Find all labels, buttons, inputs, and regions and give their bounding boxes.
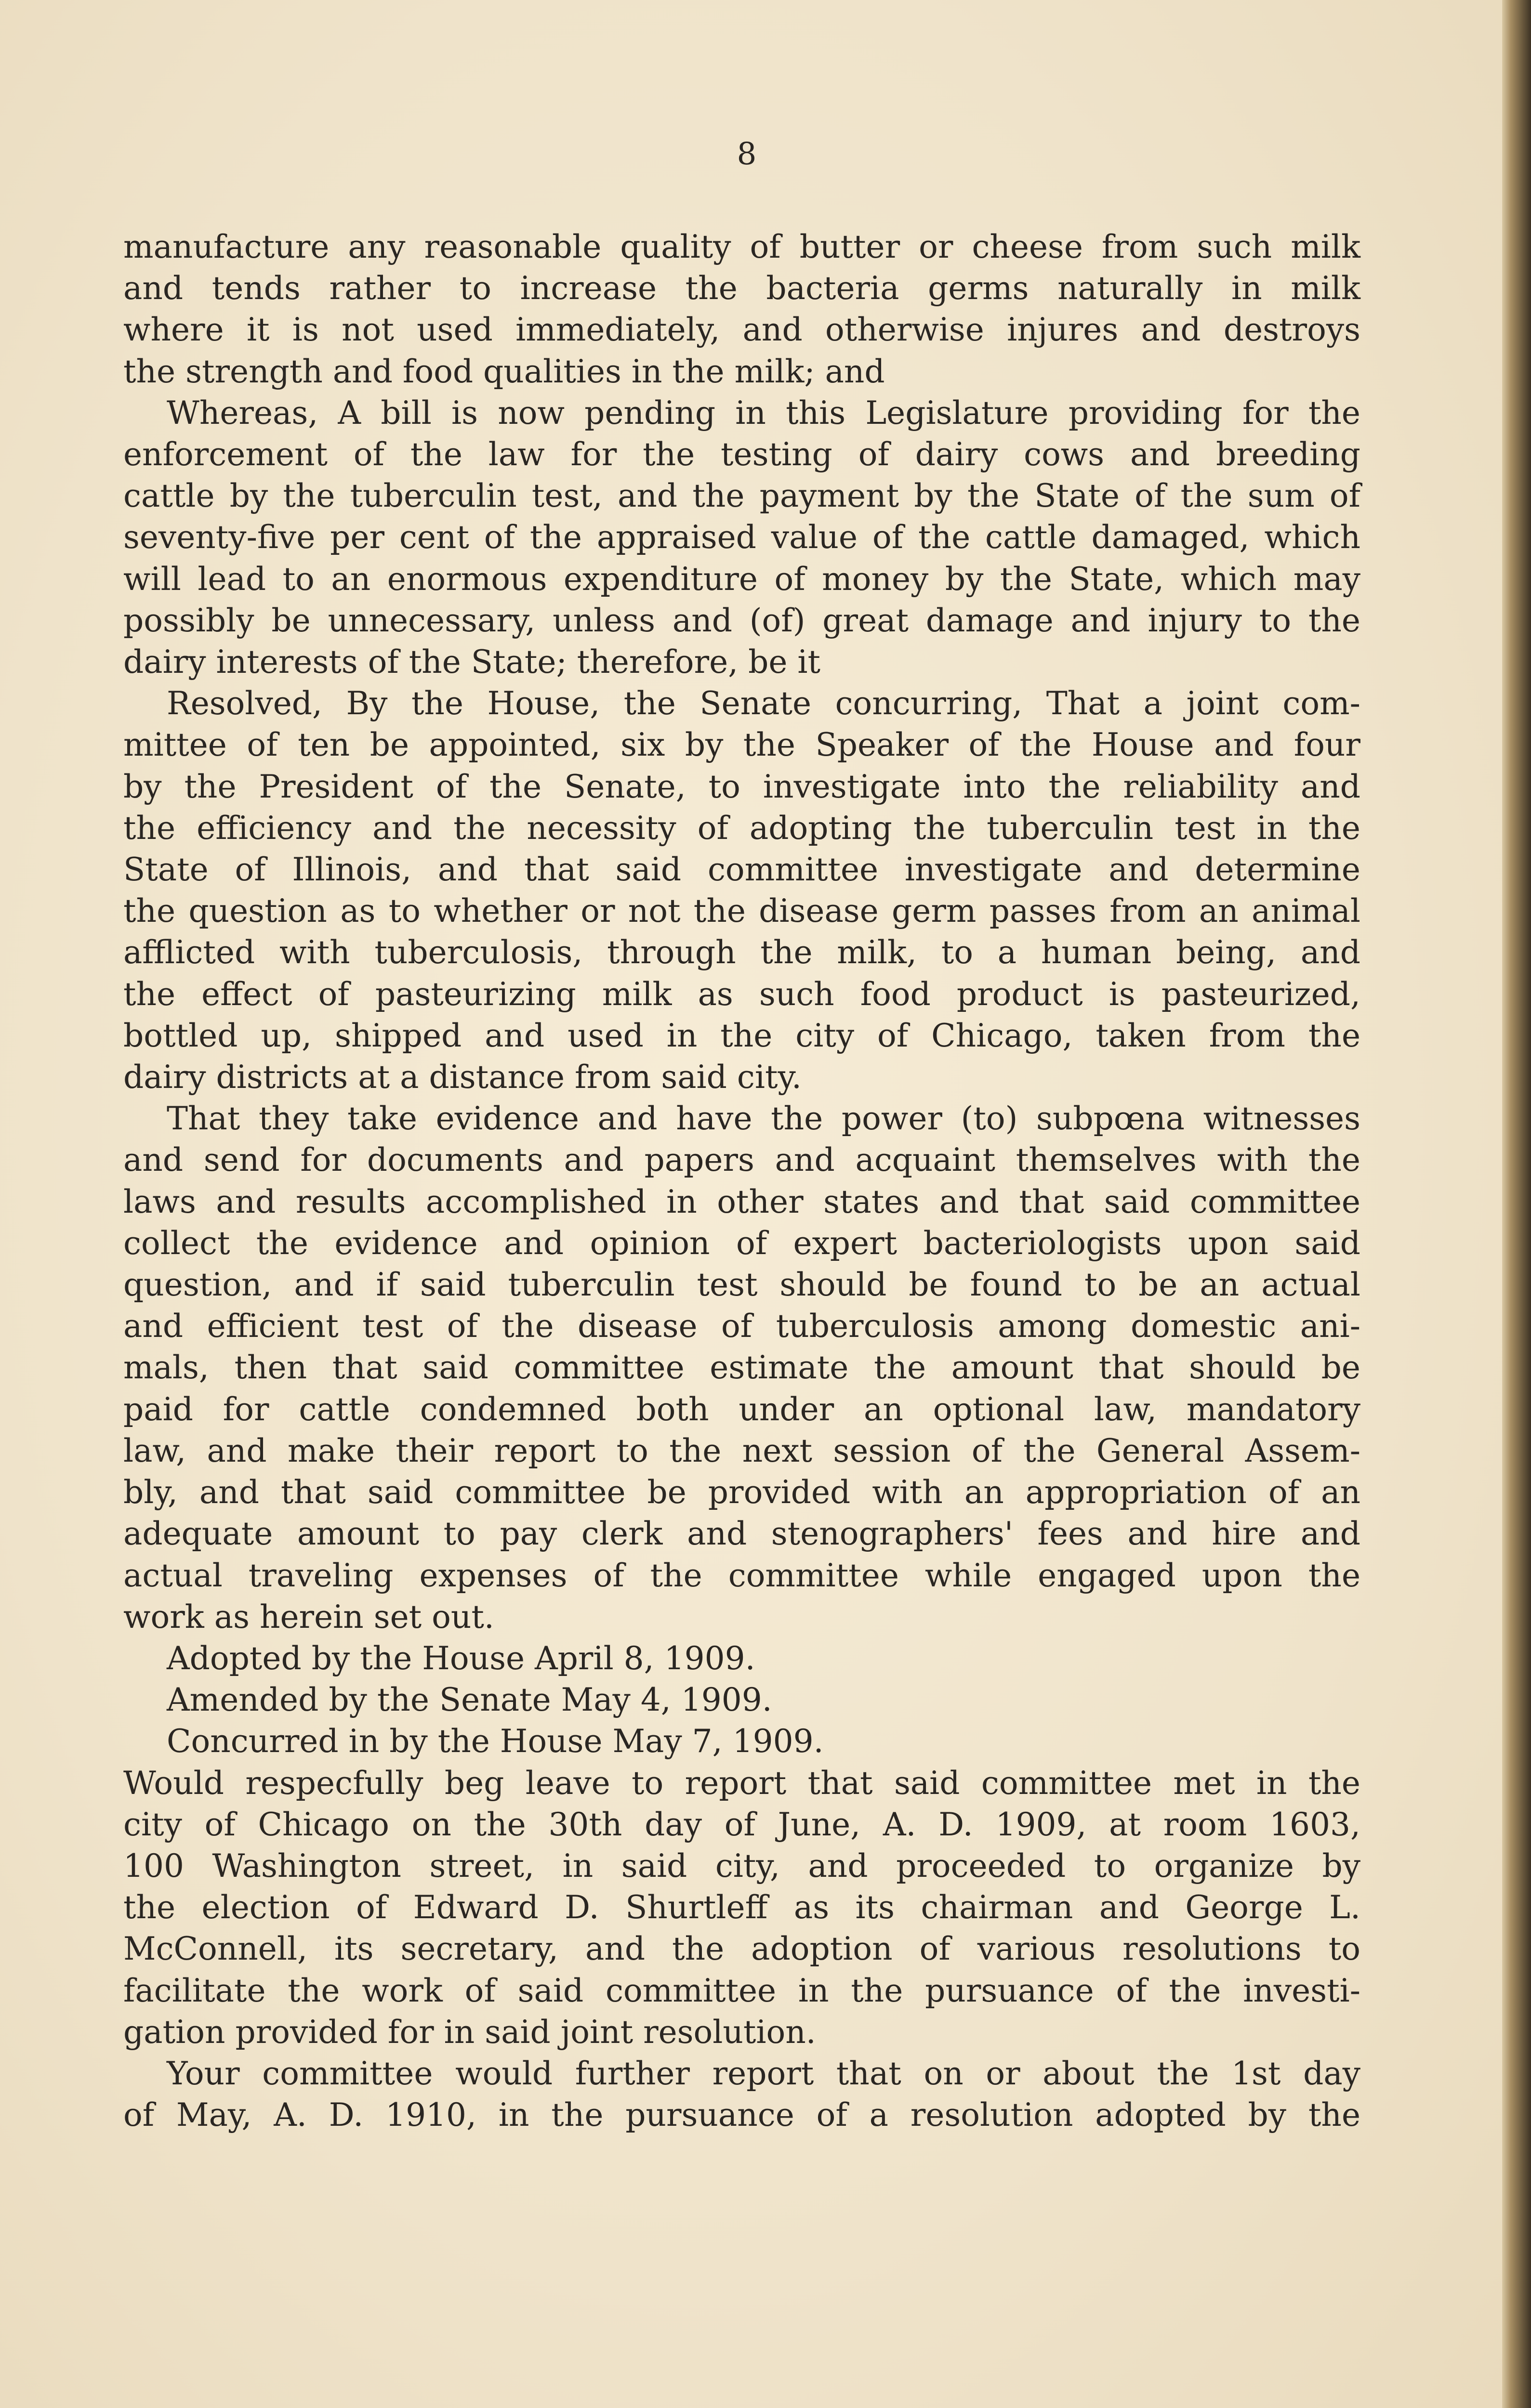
text-line: dairy interests of the State; therefore, be it [123,643,821,681]
text-line: the strength and food qualities in the milk; and [123,353,885,390]
text-line: city of Chicago on the 30th day of June, A. D. 1909, at room 1603, [123,1806,1360,1843]
text-line: afflicted with tuberculosis, through the milk, to a human being, and [123,934,1360,971]
text-line: collect the evidence and opinion of expert bacteriologists upon said [123,1224,1360,1262]
text-line: 100 Washington street, in said city, and proceeded to organize by [123,1847,1360,1885]
text-line: State of Illinois, and that said committee investigate and determine [123,851,1360,889]
text-line: the question as to whether or not the disease germ passes from an animal [123,892,1360,930]
text-line: facilitate the work of said committee in the pursuance of the investi- [123,1972,1360,2009]
text-line: bly, and that said committee be provided with an appropriation of an [123,1474,1360,1511]
text-line: cattle by the tuberculin test, and the payment by the State of the sum of [123,477,1360,515]
text-line: That they take evidence and have the power (to) subpœna witnesses [167,1100,1360,1138]
page-number: 8 [737,136,757,172]
text-line: question, and if said tuberculin test should be found to be an actual [123,1266,1360,1304]
text-line: laws and results accomplished in other states and that said committee [123,1183,1360,1220]
text-line: Whereas, A bill is now pending in this Legislature providing for the [167,394,1360,432]
text-line: work as herein set out. [123,1598,494,1636]
text-line: seventy-five per cent of the appraised value of the cattle damaged, which [123,519,1360,556]
text-line: possibly be unnecessary, unless and (of) great damage and injury to the [123,602,1360,639]
text-line: manufacture any reasonable quality of butter or cheese from such milk [123,228,1360,265]
text-line: gation provided for in said joint resolution. [123,2013,816,2051]
text-line: the election of Edward D. Shurtleff as its chairman and George L. [123,1889,1360,1926]
text-line: Concurred in by the House May 7, 1909. [167,1723,824,1760]
text-line: the effect of pasteurizing milk as such food product is pasteurized, [123,975,1360,1013]
text-line: Resolved, By the House, the Senate concurring, That a joint com- [167,685,1360,722]
page-binding-edge [1502,0,1531,2408]
text-line: bottled up, shipped and used in the city of Chicago, taken from the [123,1017,1360,1054]
text-line: the efficiency and the necessity of adopting the tuberculin test in the [123,809,1360,847]
text-line: actual traveling expenses of the committee while engaged upon the [123,1557,1360,1594]
text-line: mals, then that said committee estimate the amount that should be [123,1349,1360,1387]
text-line: McConnell, its secretary, and the adoption of various resolutions to [123,1930,1360,1968]
body-text [123,226,1360,2136]
text-line: and tends rather to increase the bacteria germs naturally in milk [123,270,1360,307]
text-line: paid for cattle condemned both under an optional law, mandatory [123,1390,1360,1428]
text-line: Amended by the Senate May 4, 1909. [167,1681,772,1719]
text-line: and send for documents and papers and acquaint themselves with the [123,1141,1360,1179]
text-line: Adopted by the House April 8, 1909. [167,1639,755,1677]
text-line: Would respecfully beg leave to report that said committee met in the [123,1764,1360,1802]
text-line: will lead to an enormous expenditure of money by the State, which may [123,560,1360,598]
text-line: mittee of ten be appointed, six by the Speaker of the House and four [123,726,1360,764]
text-line: law, and make their report to the next session of the General Assem- [123,1432,1360,1469]
text-line: by the President of the Senate, to investigate into the reliability and [123,768,1360,805]
text-line: of May, A. D. 1910, in the pursuance of a resolution adopted by the [123,2096,1360,2134]
text-line: enforcement of the law for the testing of dairy cows and breeding [123,436,1360,473]
text-line: where it is not used immediately, and otherwise injures and destroys [123,311,1360,349]
text-line: and efficient test of the disease of tuberculosis among domestic ani- [123,1308,1360,1345]
text-line: dairy districts at a distance from said city. [123,1059,802,1096]
text-line: Your committee would further report that on or about the 1st day [167,2055,1360,2092]
text-line: adequate amount to pay clerk and stenographers' fees and hire and [123,1515,1360,1553]
